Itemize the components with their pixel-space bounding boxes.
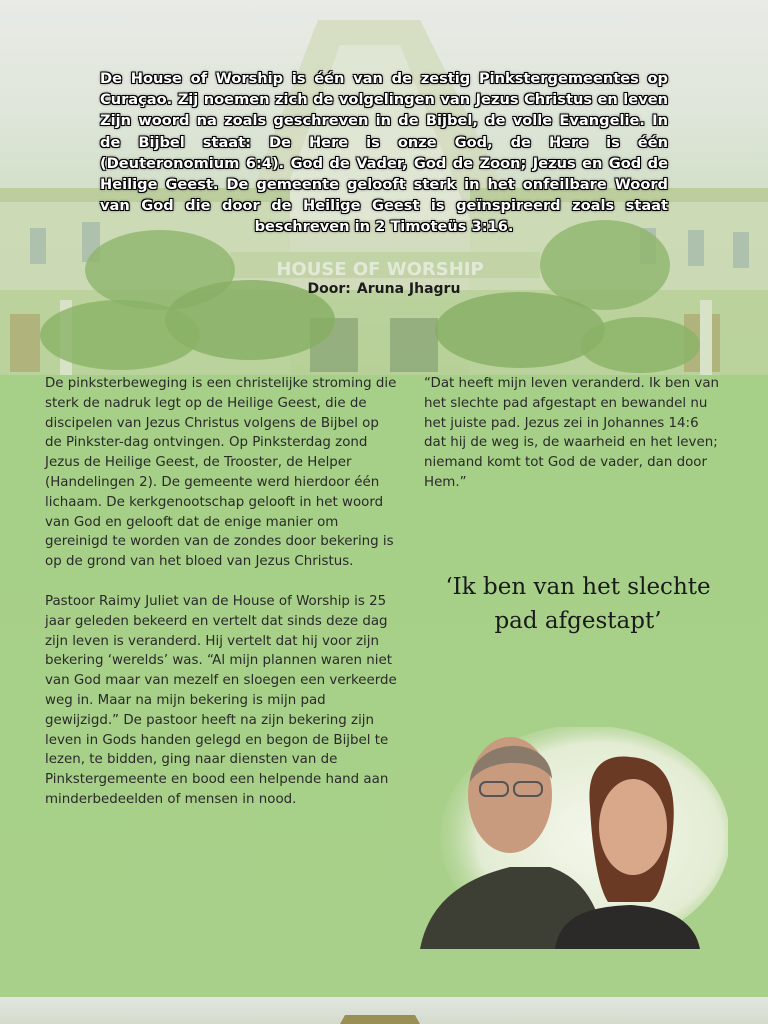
right-paragraph-1: “Dat heeft mijn leven veranderd. Ik ben van het slechte pad afgestapt en bewandel nu het juiste pad. Jezus zei in Johannes 14:6 dat hij de weg is, de waarheid en het leven; niemand komt tot God de vader, dan door Hem.” [424, 376, 720, 490]
left-paragraph-2: Pastoor Raimy Juliet van de House of Worship is 25 jaar geleden bekeerd en vertelt dat sinds deze dag zijn leven is veranderd. Hij vertelt dat hij voor zijn bekering ‘werelds’ was. “Al mijn plannen waren niet van God maar van mezelf en sloegen een verkeerde weg in. Maar na mijn bekering is mijn pad gewijzigd.” De pastoor heeft na zijn bekering zijn leven in Gods handen gelegd en begon de Bijbel te lezen, te bidden, ging naar diensten van de Pinkstergemeente en bood een helpende hand aan minderbedeelden of mensen in nood. [45, 593, 397, 807]
left-paragraph-1: De pinksterbeweging is een christelijke stroming die sterk de nadruk legt op de Heilige Geest, die de discipelen van Jezus Christus volgens de Bijbel op de Pinkster-dag ontvingen. Op Pinksterdag zond Jezus de Heilige Geest, de Trooster, de Helper (Handelingen 2). De gemeente werd hierdoor één lichaam. De kerkgenootschap gelooft in het woord van God en gelooft dat de enige manier om gereinigd te worden van de zondes door bekering is op de grond van het bloed van Jezus Christus. [45, 376, 397, 570]
tower-tip [340, 1015, 420, 1024]
bush [435, 292, 605, 368]
author-prefix: Door: [307, 281, 351, 297]
column [700, 300, 712, 375]
building-sign: HOUSE OF WORSHIP [276, 259, 484, 280]
next-page-strip [0, 997, 768, 1024]
window [733, 232, 749, 268]
window [688, 230, 704, 266]
door [10, 314, 40, 372]
pull-quote-line-1: ‘Ik ben van het slechte [445, 574, 711, 600]
pull-quote [420, 570, 736, 638]
next-page-preview [0, 997, 768, 1024]
left-column [45, 374, 397, 830]
window [30, 228, 46, 264]
author-byline [0, 281, 768, 297]
intro-paragraph: De House of Worship is één van de zestig Pinkstergemeentes op Curaçao. Zij noemen zich de volgelingen van Jezus Christus en leven Zijn woord na zoals geschreven in de Bijbel, de volle Evangelie. In de Bijbel staat: De Here is onze God, de Here is één (Deuteronomium 6:4). God de Vader, God de Zoon; Jezus en God de Heilige Geest. De gemeente gelooft sterk in het onfeilbare Woord van God die door de Heilige Geest is geïnspireerd zoals staat beschreven in 2 Timoteüs 3:16. [100, 70, 668, 236]
bush [580, 317, 700, 373]
hero-header [0, 0, 768, 375]
pastor-couple-photo [410, 727, 728, 949]
door [390, 318, 438, 372]
woman-face [599, 779, 667, 875]
bush [40, 300, 200, 370]
pull-quote-line-2: pad afgestapt’ [494, 608, 662, 634]
right-column [424, 374, 724, 513]
author-name: Aruna Jhagru [356, 281, 461, 297]
